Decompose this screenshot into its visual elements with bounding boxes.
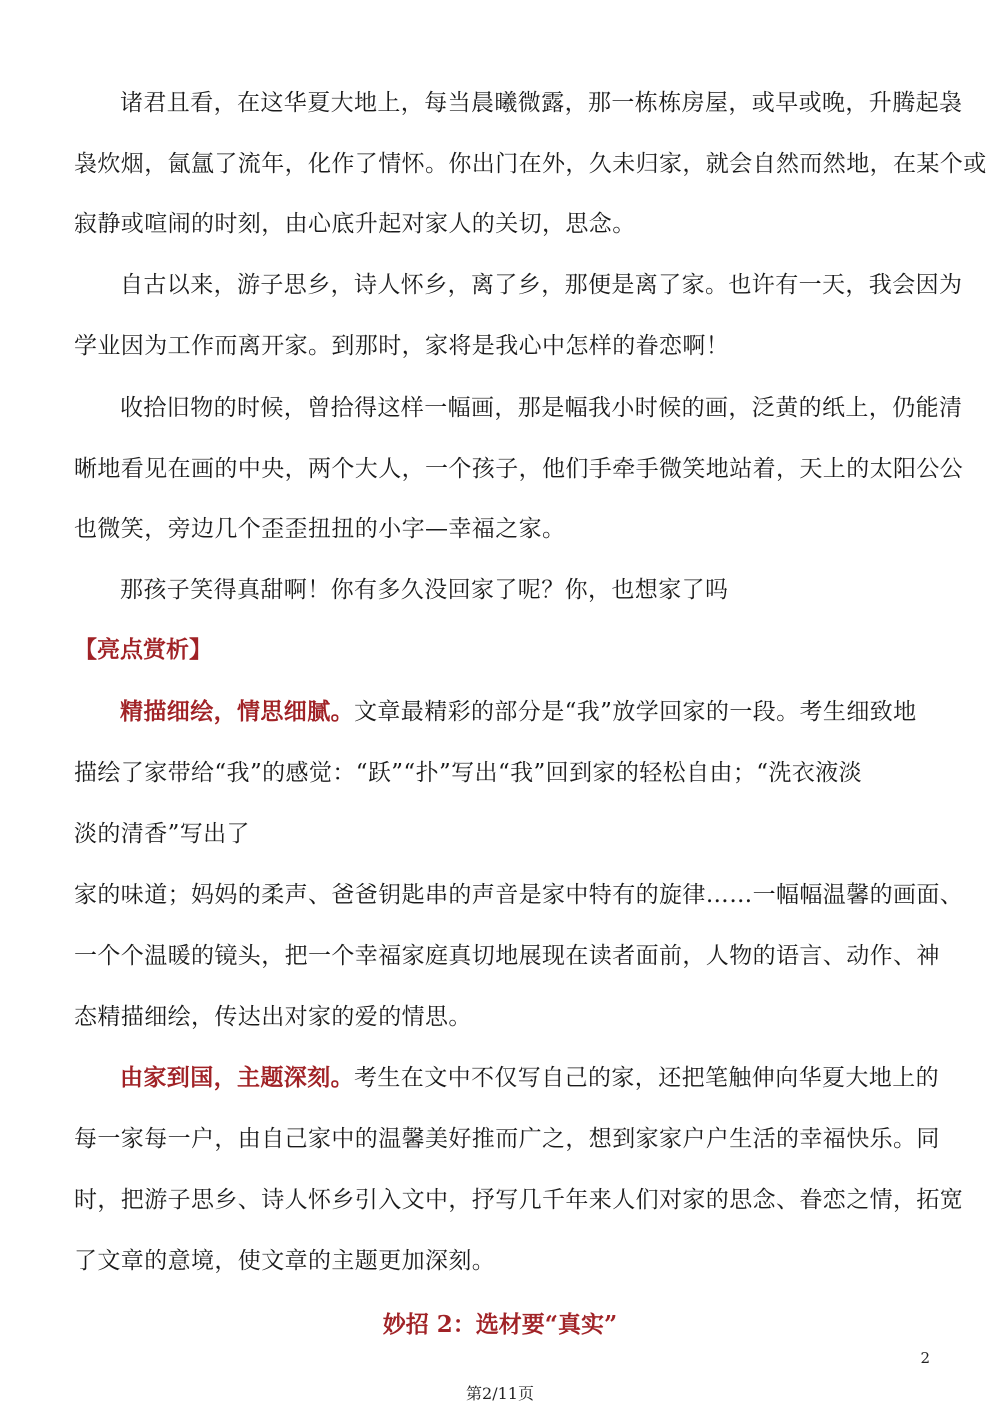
section-title: 妙招 2：选材要“真实” <box>382 1311 618 1338</box>
paragraph-3-line-1: 收拾旧物的时候，曾拾得这样一幅画，那是幅我小时候的画，泛黄的纸上，仍能清 <box>120 395 963 421</box>
paragraph-3-line-3: 也微笑，旁边几个歪歪扭扭的小字—幸福之家。 <box>74 516 566 542</box>
analysis-point-2-line-3: 时，把游子思乡、诗人怀乡引入文中，抒写几千年来人们对家的思念、眷恋之情，拓宽 <box>74 1187 964 1213</box>
analysis-point-1-line-3: 淡的清香”写出了 <box>74 821 250 847</box>
analysis-point-1-line-5: 一个个温暖的镜头，把一个幸福家庭真切地展现在读者面前，人物的语言、动作、神 <box>74 943 940 969</box>
paragraph-1-line-3: 寂静或喧闹的时刻，由心底升起对家人的关切，思念。 <box>74 211 636 237</box>
analysis-point-1-text: 文章最精彩的部分是“我”放学回家的一段。考生细致地 <box>354 699 917 725</box>
page-number: 2 <box>920 1349 930 1367</box>
page-footer: 第2/11页 <box>466 1384 534 1403</box>
analysis-point-1-line-6: 态精描细绘，传达出对家的爱的情思。 <box>74 1004 472 1030</box>
paragraph-1-line-1: 诸君且看，在这华夏大地上，每当晨曦微露，那一栋栋房屋，或早或晚，升腾起袅 <box>120 90 963 116</box>
analysis-point-1-line-1 <box>120 697 917 727</box>
analysis-heading: 【亮点赏析】 <box>74 636 212 663</box>
paragraph-2-line-1: 自古以来，游子思乡，诗人怀乡，离了乡，那便是离了家。也许有一天，我会因为 <box>120 272 963 298</box>
paragraph-4-line-1: 那孩子笑得真甜啊！你有多久没回家了呢？你，也想家了吗 <box>120 577 729 603</box>
paragraph-2-line-2: 学业因为工作而离开家。到那时，家将是我心中怎样的眷恋啊！ <box>74 333 730 359</box>
paragraph-1-line-2: 袅炊烟，氤氲了流年，化作了情怀。你出门在外，久未归家，就会自然而然地，在某个或 <box>74 151 987 177</box>
analysis-point-1-line-2: 描绘了家带给“我”的感觉：“跃”“扑”写出“我”回到家的轻松自由；“洗衣液淡 <box>74 760 863 786</box>
analysis-point-2-text: 考生在文中不仅写自己的家，还把笔触伸向华夏大地上的 <box>354 1065 939 1091</box>
analysis-point-2-title: 由家到国，主题深刻。 <box>120 1064 354 1091</box>
analysis-point-1-line-4: 家的味道；妈妈的柔声、爸爸钥匙串的声音是家中特有的旋律……一幅幅温馨的画面、 <box>74 882 964 908</box>
analysis-point-2-line-2: 每一家每一户，由自己家中的温馨美好推而广之，想到家家户户生活的幸福快乐。同 <box>74 1126 940 1152</box>
analysis-point-2-line-1 <box>120 1063 939 1093</box>
paragraph-3-line-2: 晰地看见在画的中央，两个大人，一个孩子，他们手牵手微笑地站着，天上的太阳公公 <box>74 456 964 482</box>
analysis-point-1-title: 精描细绘，情思细腻。 <box>120 698 354 725</box>
analysis-point-2-line-4: 了文章的意境，使文章的主题更加深刻。 <box>74 1248 496 1274</box>
